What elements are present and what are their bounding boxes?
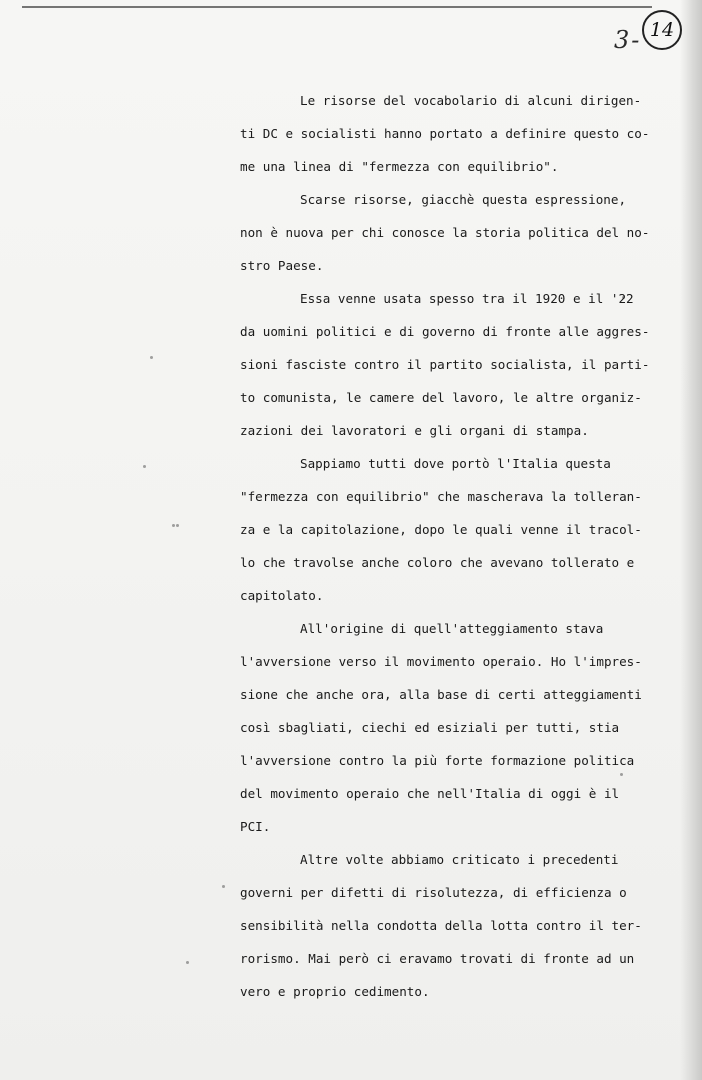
scan-speck bbox=[620, 773, 623, 776]
text-line: rorismo. Mai però ci eravamo trovati di fronte ad un bbox=[240, 951, 635, 966]
text-line: lo che travolse anche coloro che avevano tollerato e bbox=[240, 555, 635, 570]
text-line: sioni fasciste contro il partito socialista, il parti- bbox=[240, 357, 650, 372]
text-line: Sappiamo tutti dove portò l'Italia questa bbox=[300, 456, 611, 471]
text-line: vero e proprio cedimento. bbox=[240, 984, 430, 999]
scan-speck bbox=[150, 356, 153, 359]
text-line: capitolato. bbox=[240, 588, 324, 603]
page-number bbox=[612, 16, 682, 62]
text-line: Scarse risorse, giacchè questa espressione, bbox=[300, 192, 627, 207]
scan-speck bbox=[172, 524, 175, 527]
page-edge-shadow bbox=[680, 0, 702, 1080]
text-line: zazioni dei lavoratori e gli organi di stampa. bbox=[240, 423, 589, 438]
text-line: ti DC e socialisti hanno portato a definire questo co- bbox=[240, 126, 650, 141]
text-line: Essa venne usata spesso tra il 1920 e il '22 bbox=[300, 291, 634, 306]
text-line: PCI. bbox=[240, 819, 271, 834]
scan-speck bbox=[222, 885, 225, 888]
text-line: All'origine di quell'atteggiamento stava bbox=[300, 621, 604, 636]
text-line: me una linea di "fermezza con equilibrio". bbox=[240, 159, 559, 174]
body-text bbox=[240, 91, 650, 1015]
scan-speck bbox=[143, 465, 146, 468]
text-line: Altre volte abbiamo criticato i precedenti bbox=[300, 852, 619, 867]
text-line: del movimento operaio che nell'Italia di oggi è il bbox=[240, 786, 620, 801]
text-line: sione che anche ora, alla base di certi atteggiamenti bbox=[240, 687, 642, 702]
text-line: l'avversione verso il movimento operaio. Ho l'impres- bbox=[240, 654, 642, 669]
scan-speck bbox=[186, 961, 189, 964]
text-line: Le risorse del vocabolario di alcuni dirigen- bbox=[300, 93, 642, 108]
page-number-prefix: 3- bbox=[614, 26, 642, 54]
text-line: non è nuova per chi conosce la storia politica del no- bbox=[240, 225, 650, 240]
text-line: stro Paese. bbox=[240, 258, 324, 273]
text-line: "fermezza con equilibrio" che mascherava la tolleran- bbox=[240, 489, 642, 504]
text-line: governi per difetti di risolutezza, di efficienza o bbox=[240, 885, 627, 900]
text-line: l'avversione contro la più forte formazione politica bbox=[240, 753, 635, 768]
text-line: to comunista, le camere del lavoro, le altre organiz- bbox=[240, 390, 642, 405]
top-rule bbox=[22, 6, 652, 8]
text-line: sensibilità nella condotta della lotta contro il ter- bbox=[240, 918, 642, 933]
text-line: così sbagliati, ciechi ed esiziali per tutti, stia bbox=[240, 720, 620, 735]
text-line: za e la capitolazione, dopo le quali venne il tracol- bbox=[240, 522, 642, 537]
scan-speck bbox=[176, 524, 179, 527]
text-line: da uomini politici e di governo di fronte alle aggres- bbox=[240, 324, 650, 339]
page-number-circled: 14 bbox=[642, 10, 682, 50]
